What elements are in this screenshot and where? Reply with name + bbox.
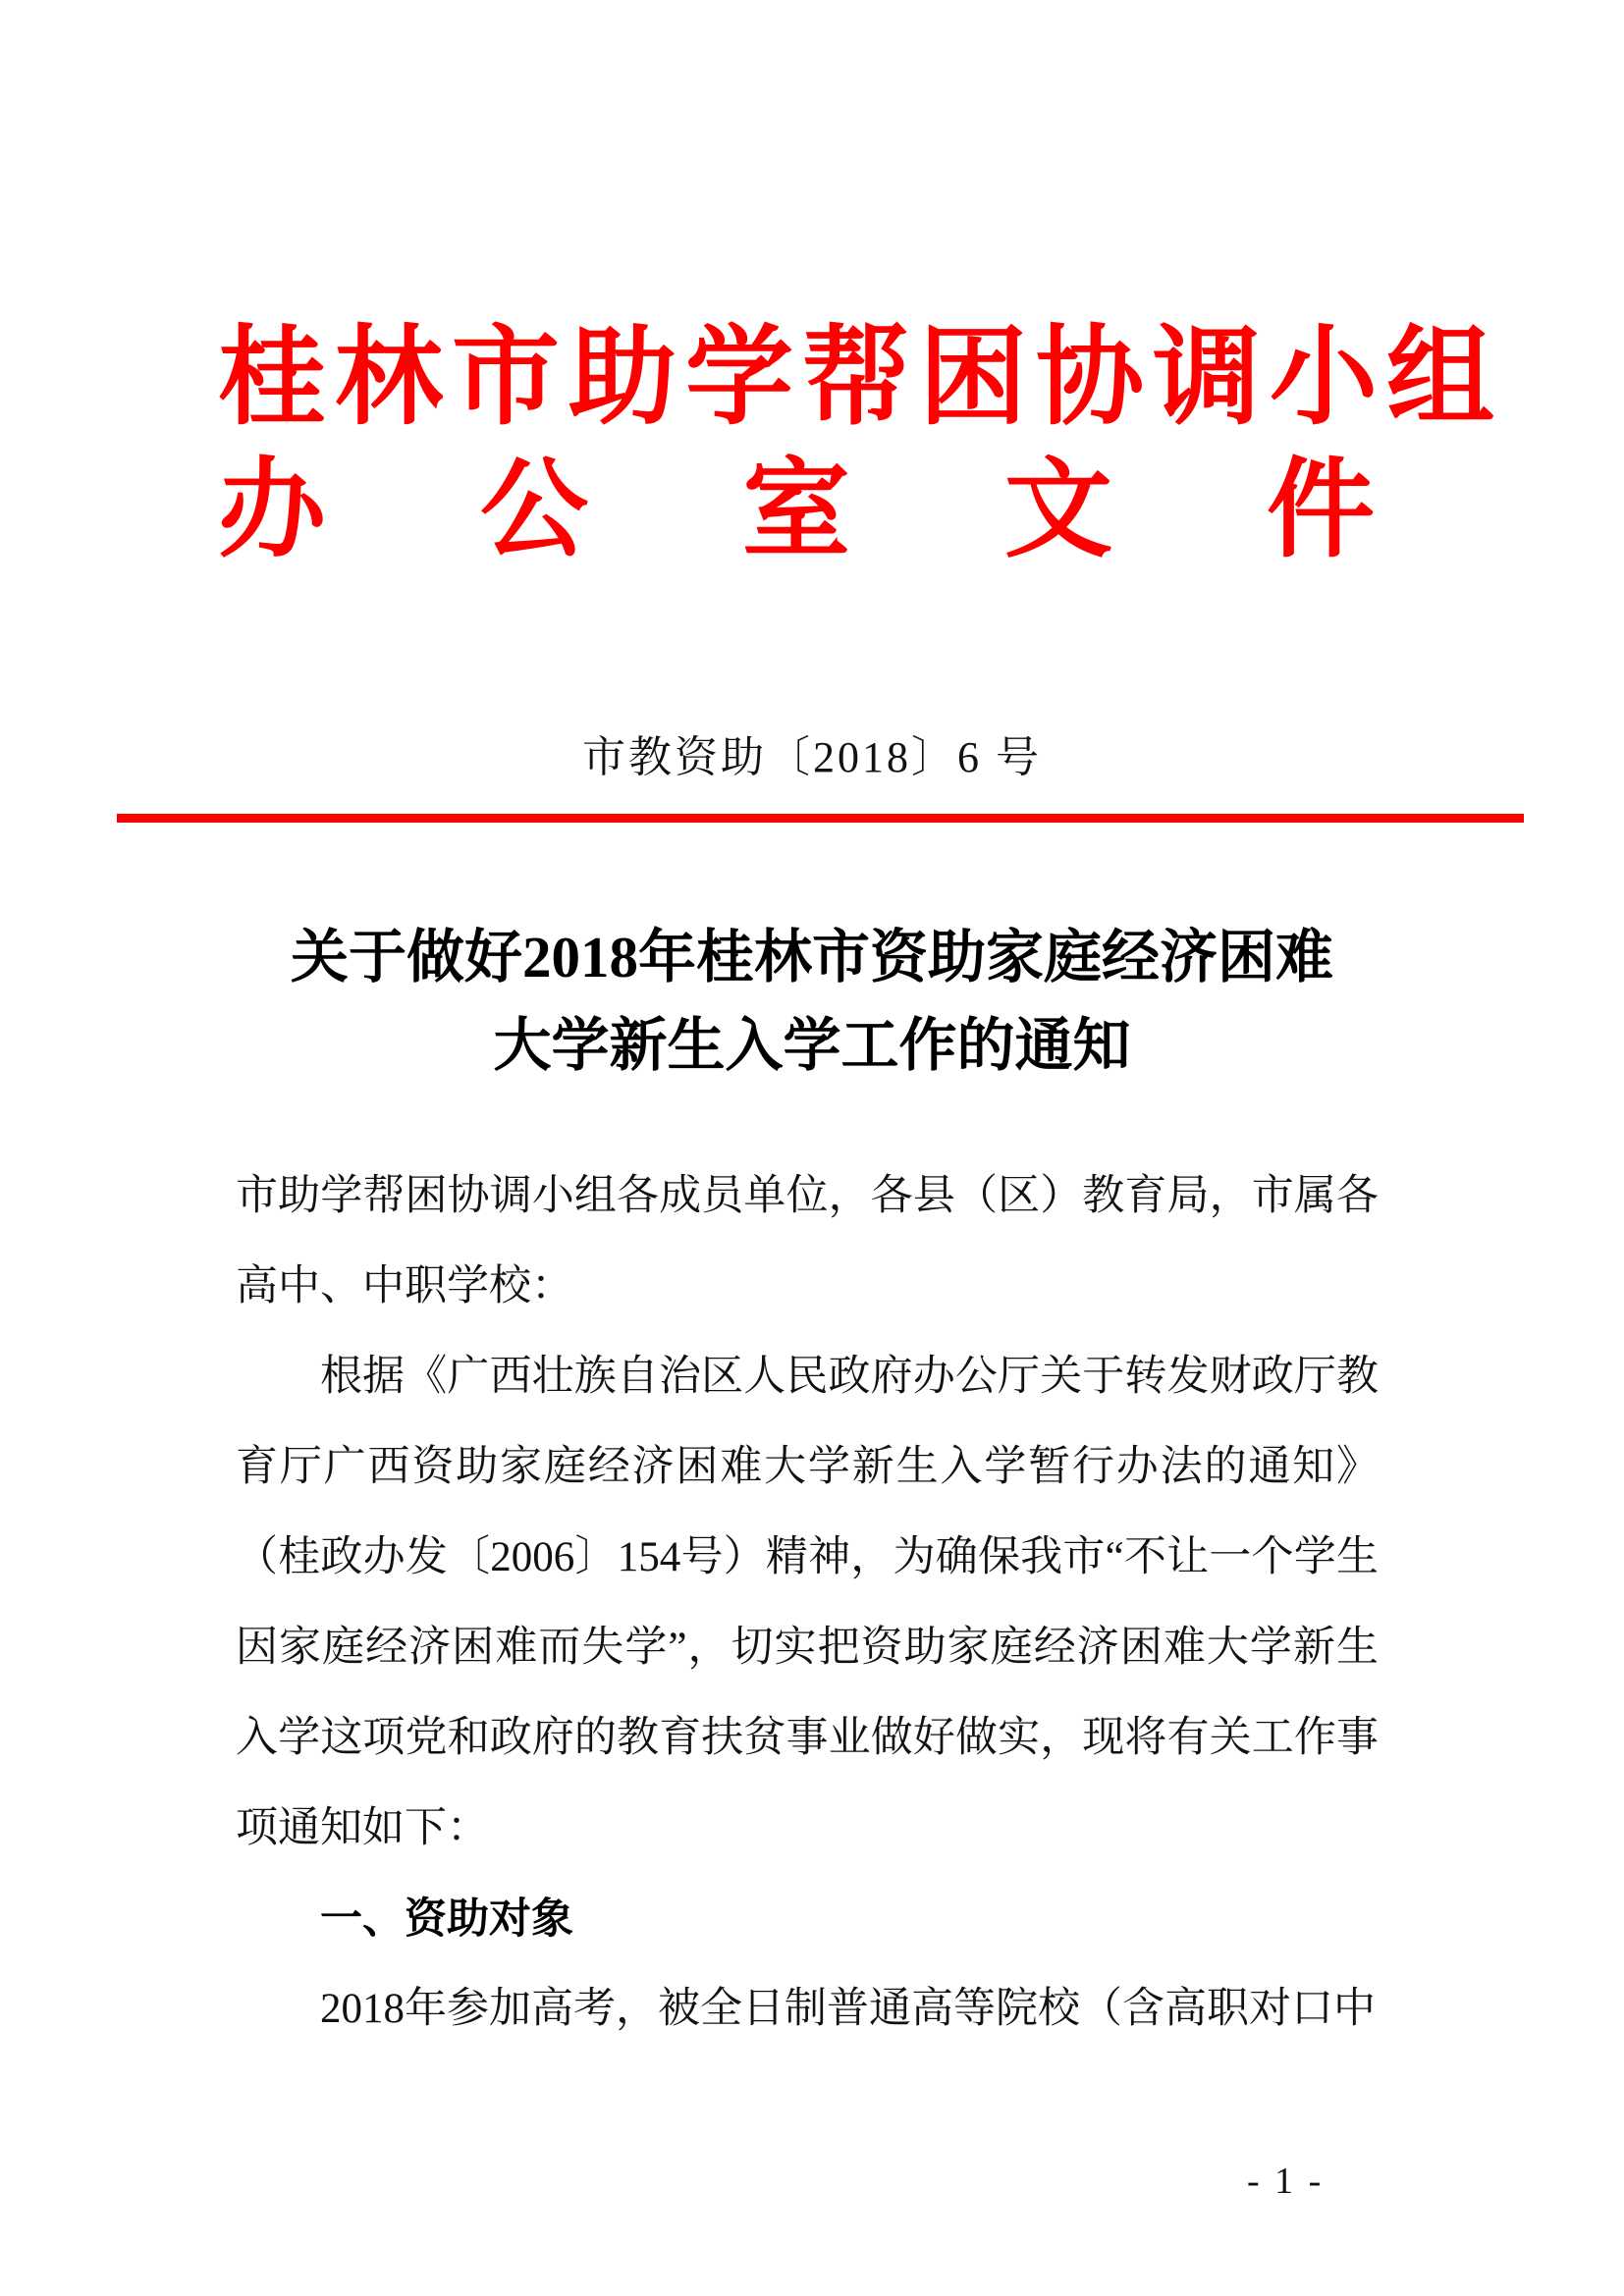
section1-heading: 一、资助对象 [320, 1896, 573, 1943]
paragraph-basis: 根据《广西壮族自治区人民政府办公厅关于转发财政厅教育厅广西资助家庭经济困难大学新生入学暂行办法的通知》（桂政办发〔2006〕154号）精神，为确保我市“不让一个学生因家庭经济困难而失学”，切实把资助家庭经济困难大学新生入学这项党和政府的教育扶贫事业做好做实，现将有关工作事项通知如下： [236, 1354, 1379, 1851]
letterhead-red-rule [117, 814, 1524, 823]
letterhead-org-name-line1: 桂林市助学帮困协调小组 [218, 318, 1503, 438]
salutation: 市助学帮困协调小组各成员单位，各县（区）教育局，市属各高中、中职学校： [236, 1173, 1379, 1309]
section1-paragraph: 2018年参加高考，被全日制普通高等院校（含高职对口中 [320, 1986, 1376, 2032]
document-number: 市教资助〔2018〕6 号 [582, 733, 1042, 781]
notice-title [0, 913, 1624, 1090]
letterhead-org-name-line2: 办公室文件 [218, 451, 1529, 570]
page-number: - 1 - [1247, 2161, 1325, 2202]
notice-title-line1: 关于做好2018年桂林市资助家庭经济困难 [290, 925, 1333, 989]
letterhead [218, 312, 1529, 577]
notice-body [236, 1151, 1379, 2055]
notice-title-line2: 大学新生入学工作的通知 [493, 1013, 1131, 1078]
